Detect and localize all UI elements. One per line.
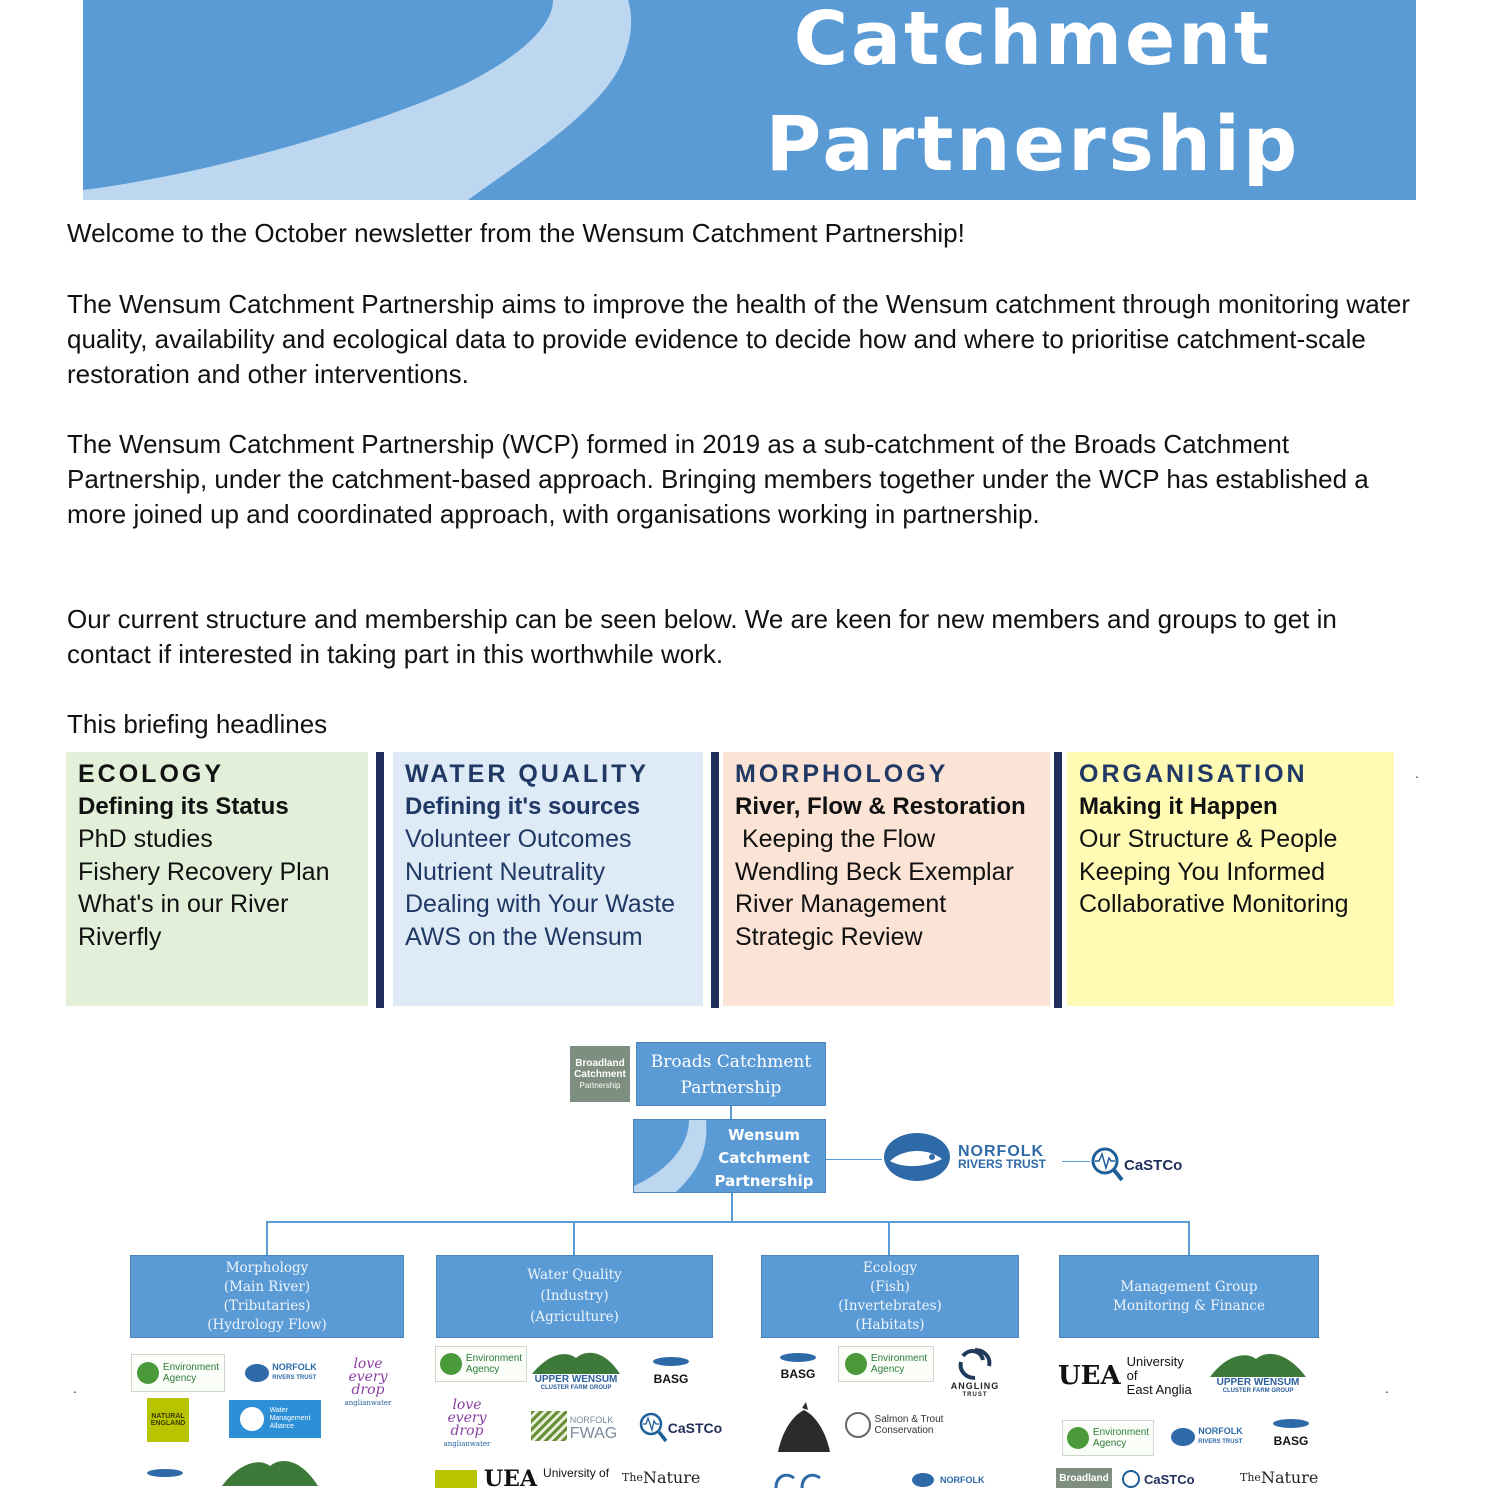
logo-text: BASG	[1273, 1433, 1309, 1448]
logo-text: The	[622, 1470, 643, 1484]
logo-text: CLUSTER FARM GROUP	[540, 1384, 612, 1391]
headline-item: Fishery Recovery Plan	[78, 857, 330, 886]
uea-mark: UEA	[484, 1466, 538, 1492]
logo-text: UPPER WENSUM	[534, 1373, 618, 1385]
norfolk-rivers-trust-text	[958, 1145, 1046, 1171]
connector-line	[266, 1221, 268, 1255]
headline-box-organisation	[1067, 752, 1394, 1006]
headline-divider	[1054, 752, 1062, 1008]
logo-text: TRUST	[962, 1392, 988, 1398]
group-line: (Main River)	[223, 1278, 311, 1295]
group-box-ecology	[761, 1255, 1019, 1338]
broadland-catchment-logo	[1056, 1468, 1112, 1488]
headline-item: Keeping You Informed	[1079, 857, 1326, 886]
banner-title-line1: Catchment	[793, 0, 1273, 82]
group-line: (Industry)	[540, 1288, 609, 1304]
logo-text: UPPER WENSUM	[1216, 1376, 1300, 1388]
fish-icon	[653, 1357, 689, 1366]
wensum-catchment-box	[633, 1119, 826, 1193]
basg-logo	[646, 1350, 696, 1392]
castco-logo	[1122, 1470, 1212, 1488]
upper-wensum-logo	[528, 1344, 624, 1394]
broadland-catchment-logo	[570, 1046, 630, 1102]
headline-box-water-quality	[393, 752, 703, 1006]
logo-text: NORFOLK	[1198, 1426, 1243, 1436]
headline-subtitle: River, Flow & Restoration	[735, 792, 1026, 820]
logo-text: every	[447, 1410, 487, 1426]
structure-paragraph: Our current structure and membership can be seen below. We are keen for new members and groups to get in contact if interested in taking part in this worthwhile work.	[67, 604, 1337, 669]
group-box-morphology	[130, 1255, 404, 1338]
love-every-drop-logo	[340, 1356, 396, 1412]
environment-agency-logo	[1062, 1420, 1154, 1456]
logo-text: Environment	[465, 1353, 523, 1364]
basg-logo	[1266, 1412, 1316, 1454]
headline-item: Volunteer Outcomes	[405, 825, 632, 853]
environment-agency-icon	[1067, 1427, 1089, 1449]
love-every-drop-logo	[438, 1398, 496, 1452]
magnifier-icon	[1122, 1470, 1140, 1488]
headline-item: Wendling Beck Exemplar	[735, 857, 1014, 886]
logo-text: Alliance	[269, 1423, 295, 1430]
headline-item: Nutrient Neutrality	[405, 857, 606, 886]
org-box-line: Partnership	[714, 1172, 814, 1190]
logo-text: Catchment	[574, 1068, 626, 1080]
headline-item: Dealing with Your Waste	[405, 890, 676, 918]
natural-england-logo	[147, 1398, 189, 1442]
welcome-text: Welcome to the October newsletter from the Wensum Catchment Partnership!	[67, 218, 965, 248]
connector-line	[731, 1193, 733, 1222]
headline-category: MORPHOLOGY	[735, 760, 949, 788]
logo-text: Environment	[870, 1353, 928, 1364]
logo-text: Management	[269, 1415, 311, 1422]
fish-icon	[1273, 1419, 1309, 1428]
logo-text: drop	[450, 1423, 484, 1439]
logo-text: Partnership	[579, 1080, 621, 1090]
logo-text: FWAG	[569, 1424, 618, 1442]
logo-text: every	[348, 1369, 388, 1385]
logo-text: ANGLING	[950, 1381, 1000, 1391]
environment-agency-icon	[845, 1353, 867, 1375]
logo-text: RIVERS TRUST	[958, 1157, 1047, 1171]
headline-item: Our Structure & People	[1079, 825, 1338, 853]
headline-category: ORGANISATION	[1079, 760, 1308, 788]
logo-text: CaSTCo	[1124, 1156, 1183, 1174]
headline-subtitle: Defining it's sources	[405, 792, 641, 820]
environment-agency-icon	[440, 1353, 462, 1375]
group-box-management	[1059, 1255, 1319, 1338]
group-line: (Tributaries)	[223, 1297, 311, 1314]
water-management-alliance-logo	[229, 1400, 321, 1438]
nature-conservancy-logo	[622, 1466, 712, 1488]
norfolk-rivers-trust-logo	[882, 1131, 952, 1183]
logo-text: Agency	[465, 1364, 500, 1375]
upper-wensum-logo	[218, 1452, 322, 1488]
group-line: (Hydrology Flow)	[207, 1316, 327, 1333]
connector-line	[266, 1221, 1190, 1223]
group-line: (Fish)	[870, 1278, 910, 1295]
header-banner	[83, 0, 1416, 200]
fish-icon	[912, 1473, 934, 1487]
logo-text: Nature	[1260, 1467, 1319, 1487]
logo-text: CaSTCo	[1144, 1471, 1195, 1487]
heron-icon	[772, 1402, 836, 1454]
group-line: Management Group	[1120, 1278, 1258, 1295]
logo-text: Water	[269, 1407, 288, 1414]
norfolk-fwag-logo	[527, 1406, 621, 1446]
hills-icon	[530, 1348, 622, 1374]
headline-item: What's in our River	[78, 890, 289, 918]
norfolk-rivers-trust-logo-small	[912, 1472, 1002, 1488]
connector-line	[573, 1221, 575, 1255]
fish-icon	[780, 1353, 816, 1362]
logo-text: RIVERS TRUST	[272, 1375, 317, 1381]
salmon-trout-logo	[842, 1408, 946, 1442]
uea-mark: UEA	[1058, 1361, 1121, 1391]
dot-mark: .	[1415, 765, 1419, 781]
logo-text: NORFOLK	[272, 1362, 317, 1372]
headline-subtitle: Making it Happen	[1079, 792, 1278, 820]
swirl-icon	[955, 1346, 995, 1382]
dot-mark: .	[1385, 1380, 1389, 1396]
logo-text: RIVERS TRUST	[1198, 1439, 1243, 1445]
group-line: Water Quality	[527, 1267, 622, 1283]
logo-text: NORFOLK	[569, 1414, 614, 1425]
environment-agency-logo	[838, 1346, 934, 1382]
logo-text: anglianwater	[344, 1399, 392, 1407]
heron-illustration-logo	[772, 1402, 836, 1454]
logo-text: Agency	[870, 1364, 905, 1375]
fish-icon	[882, 1131, 952, 1183]
basg-logo	[775, 1346, 821, 1388]
basg-logo	[140, 1458, 190, 1488]
upper-wensum-logo	[1206, 1344, 1310, 1398]
uea-logo	[484, 1466, 618, 1492]
logo-text: Broadland	[1059, 1472, 1109, 1484]
headline-item: Strategic Review	[735, 922, 923, 951]
headline-item: River Management	[735, 890, 947, 918]
banner-title-line2: Partnership	[765, 99, 1301, 188]
headline-category: WATER QUALITY	[405, 760, 650, 788]
org-box-line: Catchment	[718, 1149, 810, 1167]
magnifier-wave-icon	[1090, 1146, 1124, 1184]
nature-conservancy-logo	[1240, 1466, 1336, 1488]
logo-text: East Anglia	[1126, 1382, 1192, 1397]
logo-text: Conservation	[874, 1425, 934, 1436]
environment-agency-icon	[137, 1362, 159, 1384]
logo-text: BASG	[780, 1367, 816, 1381]
logo-text: NORFOLK	[940, 1475, 985, 1485]
logo-text: Agency	[1092, 1438, 1127, 1449]
castco-logo	[1090, 1145, 1200, 1185]
fish-crest-icon	[845, 1412, 871, 1438]
norfolk-rivers-trust-logo-small	[1164, 1424, 1250, 1450]
connector-line	[888, 1221, 890, 1255]
headline-item: PhD studies	[78, 825, 213, 853]
connector-line	[730, 1106, 732, 1120]
group-line: Monitoring & Finance	[1113, 1297, 1265, 1314]
headline-category: ECOLOGY	[78, 760, 225, 788]
logo-text: CLUSTER FARM GROUP	[1222, 1387, 1294, 1394]
headline-box-morphology	[723, 752, 1050, 1006]
field-icon	[531, 1411, 567, 1441]
headline-box-ecology	[66, 752, 368, 1006]
fish-icon	[1171, 1428, 1195, 1446]
hills-icon	[220, 1452, 320, 1488]
logo-text: BASG	[653, 1371, 689, 1386]
group-line: Ecology	[862, 1259, 918, 1276]
logo-text: Salmon & Trout	[874, 1414, 944, 1425]
logo-text: CaSTCo	[667, 1420, 723, 1436]
environment-agency-logo	[131, 1354, 225, 1392]
logo-text: Agency	[162, 1373, 197, 1384]
water-drop-icon	[240, 1407, 264, 1431]
logo-text: love	[353, 1356, 383, 1372]
fish-icon	[245, 1364, 269, 1382]
org-box-line: Partnership	[680, 1078, 782, 1098]
group-line: (Habitats)	[855, 1316, 925, 1333]
logo-text: drop	[351, 1382, 385, 1398]
history-paragraph: The Wensum Catchment Partnership (WCP) formed in 2019 as a sub-catchment of the Broads Catchment Partnership, under the catchment-based approach. Bringing members together under the WCP has established a more joined up and coordinated approach, with organisations working in partnership.	[67, 429, 1369, 529]
logo-text: NORFOLK	[958, 1143, 1045, 1160]
natural-england-logo	[435, 1470, 477, 1488]
group-line: (Agriculture)	[530, 1309, 619, 1325]
connector-line	[826, 1159, 882, 1160]
headline-subtitle: Defining its Status	[78, 792, 289, 820]
logo-text: Environment	[162, 1362, 220, 1373]
group-line: (Invertebrates)	[838, 1297, 942, 1314]
connector-line	[1188, 1221, 1190, 1255]
headline-divider	[376, 752, 384, 1008]
cbc-logo	[772, 1470, 832, 1488]
headlines-label: This briefing headlines	[67, 709, 328, 739]
logo-text: University of	[543, 1466, 610, 1480]
magnifier-wave-icon	[638, 1411, 668, 1445]
group-box-water-quality	[436, 1255, 713, 1338]
headline-item: Collaborative Monitoring	[1079, 890, 1349, 918]
dot-mark: .	[73, 1380, 77, 1396]
logo-text: ENGLAND	[150, 1420, 186, 1427]
angling-trust-logo	[946, 1344, 1004, 1402]
cbc-icon	[772, 1470, 832, 1488]
org-box-line: Wensum	[727, 1126, 801, 1144]
logo-text: Nature	[642, 1467, 701, 1487]
hills-icon	[1208, 1349, 1308, 1377]
aims-paragraph: The Wensum Catchment Partnership aims to improve the health of the Wensum catchment through monitoring water quality, availability and ecological data to provide evidence to decide how and where to prioritise catchment-scale restoration and other interventions.	[67, 289, 1411, 389]
fish-icon	[147, 1469, 183, 1477]
headline-divider	[711, 752, 719, 1008]
logo-text: University of	[1126, 1354, 1184, 1383]
connector-line	[1062, 1161, 1090, 1162]
uea-logo	[1058, 1354, 1192, 1397]
castco-logo	[627, 1410, 733, 1446]
broads-catchment-box	[636, 1042, 826, 1106]
headline-item: Keeping the Flow	[735, 825, 936, 853]
environment-agency-logo	[435, 1346, 527, 1382]
logo-text: love	[452, 1397, 482, 1413]
org-box-line: Broads Catchment	[650, 1052, 812, 1072]
logo-text: The	[1240, 1470, 1261, 1484]
group-line: Morphology	[225, 1259, 309, 1276]
headline-item: AWS on the Wensum	[405, 922, 643, 951]
norfolk-rivers-trust-logo-small	[238, 1360, 324, 1386]
logo-text: Environment	[1092, 1427, 1150, 1438]
logo-text: NATURAL	[151, 1413, 185, 1420]
headline-item: Riverfly	[78, 922, 162, 951]
logo-text: anglianwater	[443, 1440, 491, 1448]
logo-text: Broadland	[575, 1057, 625, 1069]
